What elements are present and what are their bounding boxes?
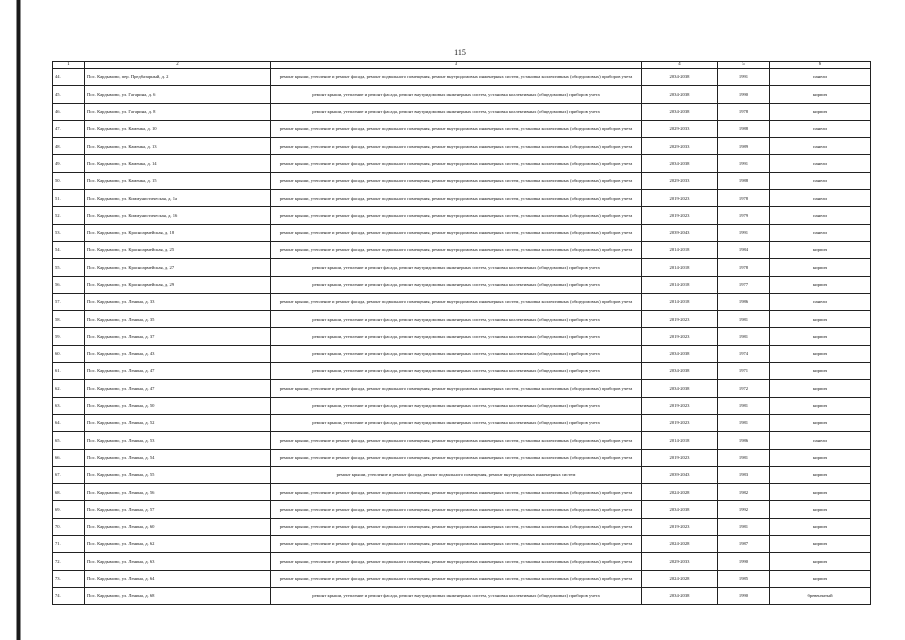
house-address: Пос. Кардымово, ул. Ленина, д. 33 (85, 293, 271, 310)
wall-material: панели (770, 224, 871, 241)
house-address: Пос. Кардымово, ул. Ленина, д. 53 (85, 432, 271, 449)
column-header: 5 (718, 62, 770, 69)
column-header: 2 (85, 62, 271, 69)
repair-works: ремонт крыши, утепление и ремонт фасада, ремонт подвального помещения, ремонт внутридомовых инженерных систем, установка коллективных (общедомовых) приборов учета (271, 553, 642, 570)
construction-year: 1992 (718, 501, 770, 518)
table-row (53, 103, 871, 120)
row-number: 52. (53, 207, 85, 224)
repair-works: ремонт крыши, утепление и ремонт фасада, ремонт подвального помещения, ремонт внутридомовых инженерных систем, установка коллективных (общедомовых) приборов учета (271, 518, 642, 535)
wall-material: панели (770, 293, 871, 310)
construction-year: 1981 (718, 328, 770, 345)
repair-works: ремонт крыши, утепление и ремонт фасада, ремонт внутридомовых инженерных систем, установка коллективных (общедомовых) приборов учета (271, 86, 642, 103)
construction-year: 1981 (718, 311, 770, 328)
row-number: 72. (53, 553, 85, 570)
table-row (53, 241, 871, 258)
table-row (53, 138, 871, 155)
repair-period: 2024-2028 (642, 570, 718, 587)
row-number: 57. (53, 293, 85, 310)
construction-year: 1988 (718, 172, 770, 189)
house-address: Пос. Кардымово, ул. Ленина, д. 68 (85, 587, 271, 604)
repair-period: 2034-2038 (642, 587, 718, 604)
house-address: Пос. Кардымово, ул. Красноармейская, д. 25 (85, 241, 271, 258)
table-row (53, 155, 871, 172)
table-row (53, 259, 871, 276)
repair-period: 2019-2023 (642, 207, 718, 224)
column-header: 3 (271, 62, 642, 69)
house-address: Пос. Кардымово, ул. Гагарина, д. 6 (85, 86, 271, 103)
row-number: 56. (53, 276, 85, 293)
repair-works: ремонт крыши, утепление и ремонт фасада, ремонт подвального помещения, ремонт внутридомовых инженерных систем, установка коллективных (общедомовых) приборов учета (271, 570, 642, 587)
wall-material: кирпич (770, 328, 871, 345)
construction-year: 1978 (718, 259, 770, 276)
row-number: 47. (53, 120, 85, 137)
repair-works: ремонт крыши, утепление и ремонт фасада, ремонт подвального помещения, ремонт внутридомовых инженерных систем, установка коллективных (общедомовых) приборов учета (271, 172, 642, 189)
repair-works: ремонт крыши, утепление и ремонт фасада, ремонт внутридомовых инженерных систем, установка коллективных (общедомовых) приборов учета (271, 345, 642, 362)
row-number: 53. (53, 224, 85, 241)
house-address: Пос. Кардымово, ул. Коммунистическая, д. 16 (85, 207, 271, 224)
house-address: Пос. Кардымово, ул. Ленина, д. 57 (85, 501, 271, 518)
construction-year: 1990 (718, 587, 770, 604)
house-address: Пос. Кардымово, ул. Ленина, д. 54 (85, 449, 271, 466)
house-address: Пос. Кардымово, ул. Ленина, д. 47 (85, 380, 271, 397)
table-row (53, 345, 871, 362)
table-body (53, 69, 871, 605)
row-number: 69. (53, 501, 85, 518)
repair-works: ремонт крыши, утепление и ремонт фасада, ремонт подвального помещения, ремонт внутридомовых инженерных систем, установка коллективных (общедомовых) приборов учета (271, 484, 642, 501)
table-row (53, 518, 871, 535)
repair-period: 2034-2038 (642, 345, 718, 362)
column-header: 6 (770, 62, 871, 69)
wall-material: кирпич (770, 345, 871, 362)
wall-material: кирпич (770, 103, 871, 120)
table-row (53, 484, 871, 501)
table-row (53, 536, 871, 553)
wall-material: кирпич (770, 380, 871, 397)
table-row (53, 69, 871, 86)
table-row (53, 587, 871, 604)
row-number: 55. (53, 259, 85, 276)
repair-works: ремонт крыши, утепление и ремонт фасада, ремонт подвального помещения, ремонт внутридомовых инженерных систем, установка коллективных (общедомовых) приборов учета (271, 224, 642, 241)
repair-works: ремонт крыши, утепление и ремонт фасада, ремонт подвального помещения, ремонт внутридомовых инженерных систем, установка коллективных (общедомовых) приборов учета (271, 69, 642, 86)
construction-year: 1990 (718, 553, 770, 570)
wall-material: панели (770, 69, 871, 86)
row-number: 64. (53, 414, 85, 431)
table-row (53, 120, 871, 137)
construction-year: 1985 (718, 570, 770, 587)
repair-period: 2019-2023 (642, 414, 718, 431)
row-number: 63. (53, 397, 85, 414)
wall-material: кирпич (770, 363, 871, 380)
construction-year: 1978 (718, 190, 770, 207)
wall-material: панели (770, 172, 871, 189)
column-header: 4 (642, 62, 718, 69)
house-address: Пос. Кардымово, ул. Красноармейская, д. 27 (85, 259, 271, 276)
construction-year: 1986 (718, 432, 770, 449)
house-address: Пос. Кардымово, ул. Ленина, д. 37 (85, 328, 271, 345)
house-address: Пос. Кардымово, ул. Ленина, д. 47 (85, 363, 271, 380)
construction-year: 1988 (718, 120, 770, 137)
repair-period: 2014-2018 (642, 432, 718, 449)
wall-material: кирпич (770, 518, 871, 535)
house-address: Пос. Кардымово, ул. Ленина, д. 50 (85, 397, 271, 414)
wall-material: кирпич (770, 536, 871, 553)
repair-period: 2019-2023 (642, 397, 718, 414)
table-row (53, 432, 871, 449)
wall-material: панели (770, 432, 871, 449)
repair-works: ремонт крыши, утепление и ремонт фасада, ремонт внутридомовых инженерных систем, установка коллективных (общедомовых) приборов учета (271, 259, 642, 276)
construction-year: 1991 (718, 69, 770, 86)
repair-works: ремонт крыши, утепление и ремонт фасада, ремонт подвального помещения, ремонт внутридомовых инженерных систем, установка коллективных (общедомовых) приборов учета (271, 293, 642, 310)
repair-works: ремонт крыши, утепление и ремонт фасада, ремонт подвального помещения, ремонт внутридомовых инженерных систем, установка коллективных (общедомовых) приборов учета (271, 138, 642, 155)
construction-year: 1991 (718, 224, 770, 241)
house-address: Пос. Кардымово, ул. Коммунистическая, д. 1а (85, 190, 271, 207)
wall-material: кирпич (770, 311, 871, 328)
table-row (53, 86, 871, 103)
construction-year: 1981 (718, 414, 770, 431)
row-number: 48. (53, 138, 85, 155)
table-row (53, 501, 871, 518)
construction-year: 1978 (718, 103, 770, 120)
repair-period: 2034-2038 (642, 155, 718, 172)
repair-period: 2039-2043 (642, 466, 718, 483)
repair-works: ремонт крыши, утепление и ремонт фасада, ремонт подвального помещения, ремонт внутридомовых инженерных систем, установка коллективных (общедомовых) приборов учета (271, 207, 642, 224)
table-row (53, 380, 871, 397)
repair-works: ремонт крыши, утепление и ремонт фасада, ремонт подвального помещения, ремонт внутридомовых инженерных систем, установка коллективных (общедомовых) приборов учета (271, 380, 642, 397)
repair-period: 2019-2023 (642, 328, 718, 345)
house-address: Пос. Кардымово, ул. Красноармейская, д. 18 (85, 224, 271, 241)
house-address: Пос. Кардымово, ул. Ленина, д. 56 (85, 484, 271, 501)
wall-material: кирпич (770, 397, 871, 414)
house-address: Пос. Кардымово, ул. Каменка, д. 10 (85, 120, 271, 137)
repair-period: 2019-2023 (642, 518, 718, 535)
row-number: 68. (53, 484, 85, 501)
row-number: 54. (53, 241, 85, 258)
row-number: 59. (53, 328, 85, 345)
wall-material: кирпич (770, 241, 871, 258)
repair-period: 2034-2038 (642, 501, 718, 518)
repair-period: 2029-2033 (642, 120, 718, 137)
wall-material: кирпич (770, 259, 871, 276)
table-row (53, 363, 871, 380)
table-row (53, 276, 871, 293)
repair-works: ремонт крыши, утепление и ремонт фасада, ремонт внутридомовых инженерных систем, установка коллективных (общедомовых) приборов учета (271, 328, 642, 345)
table-row (53, 553, 871, 570)
repair-period: 2014-2018 (642, 276, 718, 293)
construction-year: 1990 (718, 86, 770, 103)
table-row (53, 172, 871, 189)
house-address: Пос. Кардымово, ул. Ленина, д. 52 (85, 414, 271, 431)
row-number: 71. (53, 536, 85, 553)
row-number: 70. (53, 518, 85, 535)
repair-period: 2029-2033 (642, 172, 718, 189)
repair-period: 2034-2038 (642, 380, 718, 397)
table-row (53, 224, 871, 241)
column-header: 1 (53, 62, 85, 69)
construction-year: 1981 (718, 449, 770, 466)
wall-material: кирпич (770, 276, 871, 293)
construction-year: 1986 (718, 293, 770, 310)
row-number: 46. (53, 103, 85, 120)
row-number: 51. (53, 190, 85, 207)
repair-period: 2019-2023 (642, 190, 718, 207)
construction-year: 1981 (718, 397, 770, 414)
repair-works: ремонт крыши, утепление и ремонт фасада, ремонт внутридомовых инженерных систем, установка коллективных (общедомовых) приборов учета (271, 414, 642, 431)
construction-year: 1977 (718, 276, 770, 293)
table-row (53, 207, 871, 224)
scan-edge-bar (0, 0, 21, 640)
house-address: Пос. Кардымово, ул. Красноармейская, д. 29 (85, 276, 271, 293)
repair-period: 2019-2023 (642, 449, 718, 466)
wall-material: кирпич (770, 553, 871, 570)
house-address: Пос. Кардымово, ул. Ленина, д. 63 (85, 553, 271, 570)
construction-year: 1984 (718, 241, 770, 258)
repair-works: ремонт крыши, утепление и ремонт фасада, ремонт внутридомовых инженерных систем, установка коллективных (общедомовых) приборов учета (271, 587, 642, 604)
wall-material: панели (770, 207, 871, 224)
table-row (53, 397, 871, 414)
table-row (53, 449, 871, 466)
wall-material: кирпич (770, 449, 871, 466)
repair-period: 2029-2033 (642, 138, 718, 155)
row-number: 67. (53, 466, 85, 483)
construction-year: 1981 (718, 518, 770, 535)
house-address: Пос. Кардымово, пер. Предбазарный, д. 2 (85, 69, 271, 86)
house-address: Пос. Кардымово, ул. Ленина, д. 35 (85, 311, 271, 328)
wall-material: кирпич (770, 501, 871, 518)
row-number: 62. (53, 380, 85, 397)
table-row (53, 414, 871, 431)
row-number: 66. (53, 449, 85, 466)
row-number: 65. (53, 432, 85, 449)
table-row (53, 570, 871, 587)
repair-period: 2034-2038 (642, 69, 718, 86)
repair-period: 2014-2018 (642, 241, 718, 258)
wall-material: кирпич (770, 414, 871, 431)
repair-period: 2029-2033 (642, 553, 718, 570)
repair-works: ремонт крыши, утепление и ремонт фасада, ремонт внутридомовых инженерных систем, установка коллективных (общедомовых) приборов учета (271, 397, 642, 414)
row-number: 74. (53, 587, 85, 604)
row-number: 44. (53, 69, 85, 86)
wall-material: панели (770, 190, 871, 207)
repair-works: ремонт крыши, утепление и ремонт фасада, ремонт внутридомовых инженерных систем, установка коллективных (общедомовых) приборов учета (271, 103, 642, 120)
row-number: 61. (53, 363, 85, 380)
construction-year: 1983 (718, 466, 770, 483)
repair-works: ремонт крыши, утепление и ремонт фасада, ремонт подвального помещения, ремонт внутридомовых инженерных систем, установка коллективных (общедомовых) приборов учета (271, 155, 642, 172)
construction-year: 1974 (718, 345, 770, 362)
table-row (53, 190, 871, 207)
repair-works: ремонт крыши, утепление и ремонт фасада, ремонт подвального помещения, ремонт внутридомовых инженерных систем, установка коллективных (общедомовых) приборов учета (271, 432, 642, 449)
table-row (53, 311, 871, 328)
repair-period: 2034-2038 (642, 103, 718, 120)
repair-period: 2024-2028 (642, 484, 718, 501)
construction-year: 1989 (718, 138, 770, 155)
row-number: 58. (53, 311, 85, 328)
house-address: Пос. Кардымово, ул. Каменка, д. 15 (85, 172, 271, 189)
repair-works: ремонт крыши, утепление и ремонт фасада, ремонт внутридомовых инженерных систем, установка коллективных (общедомовых) приборов учета (271, 311, 642, 328)
wall-material: кирпич (770, 86, 871, 103)
repair-period: 2019-2023 (642, 311, 718, 328)
repair-works: ремонт крыши, утепление и ремонт фасада, ремонт подвального помещения, ремонт внутридомовых инженерных систем (271, 466, 642, 483)
repair-works: ремонт крыши, утепление и ремонт фасада, ремонт подвального помещения, ремонт внутридомовых инженерных систем, установка коллективных (общедомовых) приборов учета (271, 241, 642, 258)
house-address: Пос. Кардымово, ул. Ленина, д. 60 (85, 518, 271, 535)
repair-period: 2014-2018 (642, 259, 718, 276)
row-number: 49. (53, 155, 85, 172)
repair-works: ремонт крыши, утепление и ремонт фасада, ремонт подвального помещения, ремонт внутридомовых инженерных систем, установка коллективных (общедомовых) приборов учета (271, 536, 642, 553)
table-header (53, 62, 871, 69)
wall-material: бревенчатый (770, 587, 871, 604)
repair-period: 2014-2018 (642, 293, 718, 310)
repair-works: ремонт крыши, утепление и ремонт фасада, ремонт подвального помещения, ремонт внутридомовых инженерных систем, установка коллективных (общедомовых) приборов учета (271, 190, 642, 207)
repair-period: 2034-2038 (642, 86, 718, 103)
repair-period: 2024-2028 (642, 536, 718, 553)
row-number: 45. (53, 86, 85, 103)
wall-material: кирпич (770, 570, 871, 587)
house-address: Пос. Кардымово, ул. Ленина, д. 55 (85, 466, 271, 483)
construction-year: 1982 (718, 484, 770, 501)
house-address: Пос. Кардымово, ул. Каменка, д. 13 (85, 138, 271, 155)
page-number: 115 (454, 48, 466, 57)
construction-year: 1979 (718, 207, 770, 224)
construction-year: 1987 (718, 536, 770, 553)
repair-works: ремонт крыши, утепление и ремонт фасада, ремонт подвального помещения, ремонт внутридомовых инженерных систем, установка коллективных (общедомовых) приборов учета (271, 501, 642, 518)
table-row (53, 466, 871, 483)
table-row (53, 293, 871, 310)
house-address: Пос. Кардымово, ул. Гагарина, д. 8 (85, 103, 271, 120)
wall-material: панели (770, 120, 871, 137)
housing-repair-table (52, 61, 871, 605)
wall-material: кирпич (770, 484, 871, 501)
house-address: Пос. Кардымово, ул. Ленина, д. 64 (85, 570, 271, 587)
wall-material: панели (770, 155, 871, 172)
repair-period: 2039-2043 (642, 224, 718, 241)
wall-material: панели (770, 138, 871, 155)
house-address: Пос. Кардымово, ул. Ленина, д. 62 (85, 536, 271, 553)
construction-year: 1971 (718, 363, 770, 380)
row-number: 50. (53, 172, 85, 189)
wall-material: кирпич (770, 466, 871, 483)
construction-year: 1991 (718, 155, 770, 172)
repair-works: ремонт крыши, утепление и ремонт фасада, ремонт внутридомовых инженерных систем, установка коллективных (общедомовых) приборов учета (271, 276, 642, 293)
row-number: 73. (53, 570, 85, 587)
house-address: Пос. Кардымово, ул. Ленина, д. 43 (85, 345, 271, 362)
repair-period: 2034-2038 (642, 363, 718, 380)
construction-year: 1972 (718, 380, 770, 397)
repair-works: ремонт крыши, утепление и ремонт фасада, ремонт подвального помещения, ремонт внутридомовых инженерных систем, установка коллективных (общедомовых) приборов учета (271, 449, 642, 466)
house-address: Пос. Кардымово, ул. Каменка, д. 14 (85, 155, 271, 172)
table-row (53, 328, 871, 345)
repair-works: ремонт крыши, утепление и ремонт фасада, ремонт внутридомовых инженерных систем, установка коллективных (общедомовых) приборов учета (271, 363, 642, 380)
row-number: 60. (53, 345, 85, 362)
repair-works: ремонт крыши, утепление и ремонт фасада, ремонт подвального помещения, ремонт внутридомовых инженерных систем, установка коллективных (общедомовых) приборов учета (271, 120, 642, 137)
